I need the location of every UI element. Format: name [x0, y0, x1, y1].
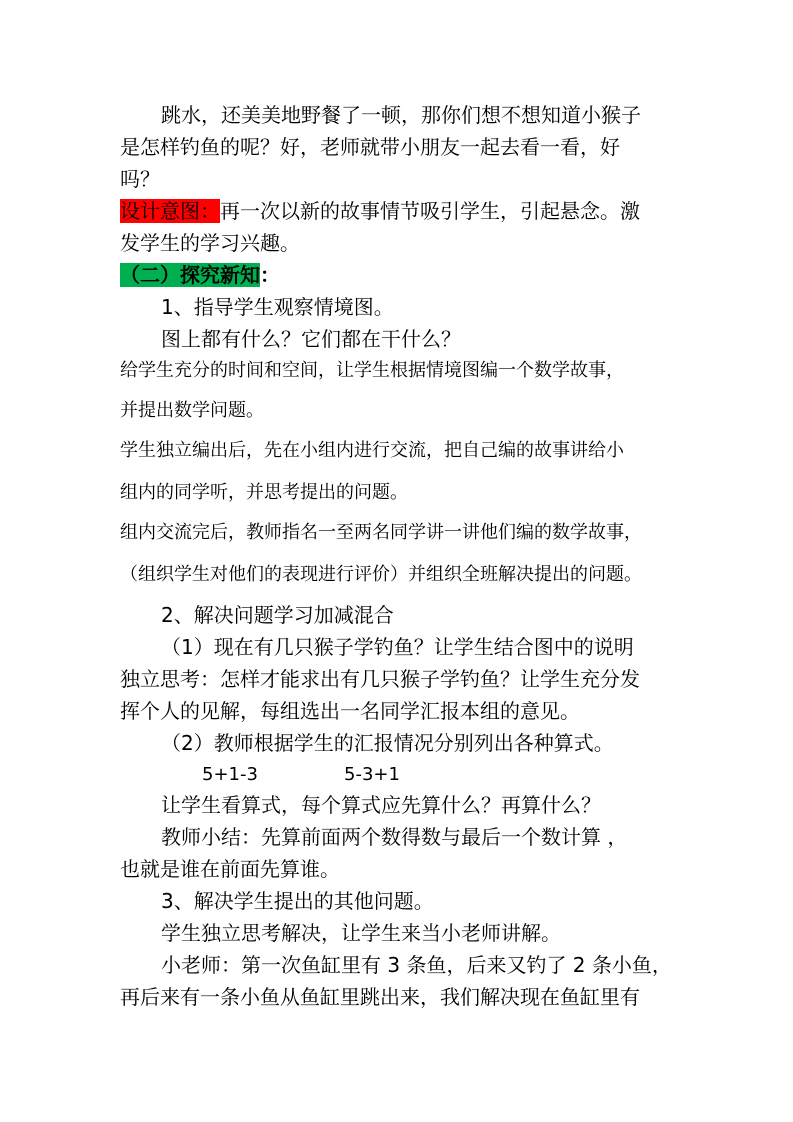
- text-line: 挥个人的见解，每组选出一名同学汇报本组的意见。: [120, 699, 580, 723]
- text-line: 独立思考：怎样才能求出有几只猴子学钓鱼？让学生充分发: [120, 667, 640, 691]
- text-line: 发学生的学习兴趣。: [120, 231, 300, 255]
- text-line: 组内的同学听，并思考提出的问题。: [120, 482, 408, 503]
- text-line: 让学生看算式，每个算式应先算什么？再算什么？: [161, 793, 601, 817]
- text-line: 是怎样钓鱼的呢？好，老师就带小朋友一起去看一看，好: [120, 135, 620, 159]
- section-heading-colon: ：: [260, 263, 280, 287]
- text-line: 组内交流完后，教师指名一至两名同学讲一讲他们编的数学故事，: [120, 522, 642, 543]
- text-line: 给学生充分的时间和空间，让学生根据情境图编一个数学故事，: [120, 360, 624, 381]
- formula-b: 5-3+1: [344, 764, 400, 785]
- text-line: （组织学生对他们的表现进行评价）并组织全班解决提出的问题。: [120, 564, 642, 585]
- text-line: 1、指导学生观察情境图。: [161, 295, 394, 319]
- section-heading-label: （二）探究新知: [120, 263, 260, 287]
- text-line: 图上都有什么？它们都在干什么？: [161, 327, 461, 351]
- text-line: （2）教师根据学生的汇报情况分别列出各种算式。: [161, 731, 614, 755]
- text-line: 2、解决问题学习加减混合: [161, 603, 394, 627]
- text-line: 跳水，还美美地野餐了一顿，那你们想不想知道小猴子: [161, 103, 641, 127]
- text-line: 教师小结：先算前面两个数得数与最后一个数计算 ，: [161, 825, 628, 849]
- text-line: 学生独立思考解决，让学生来当小老师讲解。: [161, 921, 561, 945]
- text-line: 再后来有一条小鱼从鱼缸里跳出来，我们解决现在鱼缸里有: [120, 985, 640, 1009]
- text-line: 吗？: [120, 167, 160, 191]
- design-intent-text: 再一次以新的故事情节吸引学生，引起悬念。激: [220, 199, 640, 223]
- design-intent-label: 设计意图：: [120, 199, 220, 223]
- text-line: 也就是谁在前面先算谁。: [120, 857, 340, 881]
- text-line: 并提出数学问题。: [120, 400, 264, 421]
- section-heading: [120, 262, 280, 288]
- text-line: 学生独立编出后，先在小组内进行交流，把自己编的故事讲给小: [120, 440, 624, 461]
- text-line: 小老师：第一次鱼缸里有 3 条鱼，后来又钓了 2 条小鱼，: [161, 953, 672, 977]
- text-line: 3、解决学生提出的其他问题。: [161, 889, 434, 913]
- formula-a: 5+1-3: [202, 764, 258, 785]
- design-intent-line: [120, 198, 640, 224]
- text-line: （1）现在有几只猴子学钓鱼？让学生结合图中的说明: [161, 635, 634, 659]
